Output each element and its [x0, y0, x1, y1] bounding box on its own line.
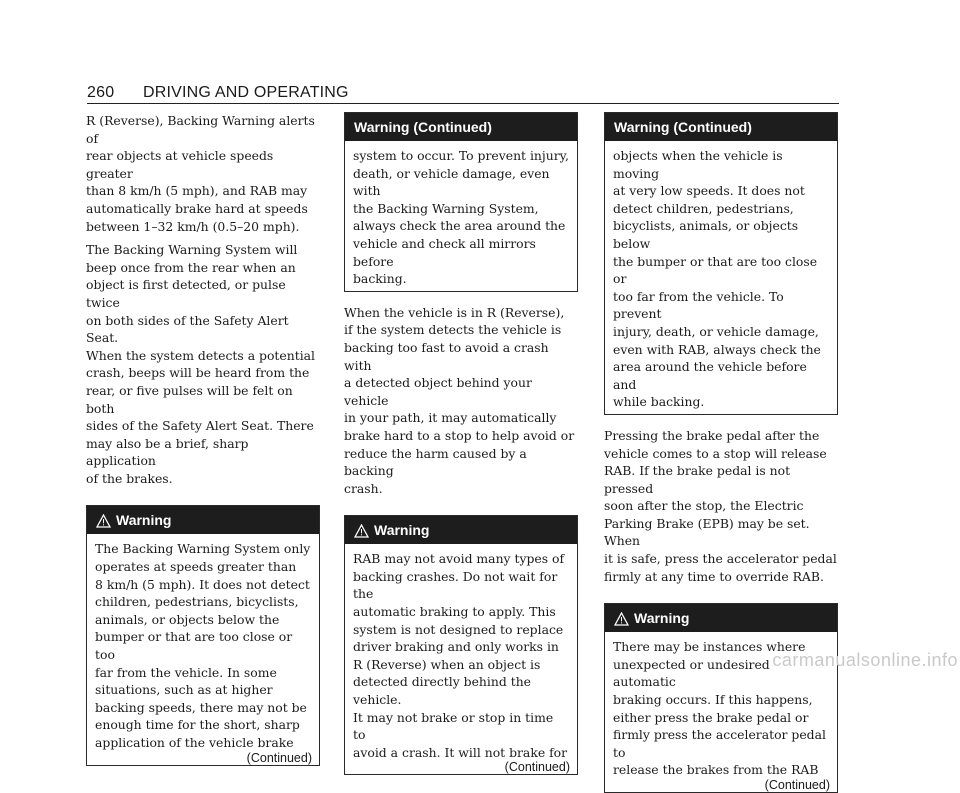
warning-title: Warning	[116, 512, 172, 529]
paragraph: The Backing Warning System will beep once from the rear when an object is first detected, or pulse twice on both sides of the Safety Alert Seat. When the system detects a potential crash, beeps will be heard from the rear, or five pulses will be felt on both sides of the Safety Alert Seat. There may also be a brief, sharp application of the brakes.	[86, 242, 316, 486]
warning-title: Warning	[374, 522, 430, 539]
warning-text: system to occur. To prevent injury, death, or vehicle damage, even with the Backing Warning System, always check the area around the vehicle and check all mirrors before backing.	[353, 148, 569, 287]
warning-triangle-icon	[614, 612, 629, 626]
warning-box	[86, 505, 320, 765]
warning-text: RAB may not avoid many types of backing crashes. Do not wait for the automatic braking to apply. This system is not designed to replace driver braking and only works in R (Reverse) when an object is detected directly behind the vehicle. It may not brake or stop in time to avoid a crash. It will not brake for	[353, 551, 568, 760]
warning-text: The Backing Warning System only operates at speeds greater than 8 km/h (5 mph). It does not detect children, pedestrians, bicyclists, animals, or objects below the bumper or that are too close or too far from the vehicle. In some situations, such as at higher backing speeds, there may not be enough time for the short, sharp application of the vehicle brake	[95, 541, 311, 750]
warning-box	[344, 515, 578, 775]
page-number: 260	[87, 84, 115, 101]
continued-label: (Continued)	[504, 760, 570, 775]
warning-text: There may be instances where unexpected or undesired automatic braking occurs. If this happens, either press the brake pedal or firmly press the accelerator pedal to release the brakes from the RAB	[613, 639, 826, 778]
paragraph: Pressing the brake pedal after the vehicle comes to a stop will release RAB. If the brake pedal is not pressed soon after the stop, the Electric Parking Brake (EPB) may be set. When it is safe, press the accelerator pedal firmly at any time to override RAB.	[604, 427, 837, 584]
section-title: DRIVING AND OPERATING	[143, 84, 349, 101]
warning-header	[605, 604, 837, 632]
warning-box-continued	[604, 112, 838, 415]
warning-title: Warning	[634, 610, 690, 627]
header-rule	[87, 103, 839, 104]
paragraph: R (Reverse), Backing Warning alerts of rear objects at vehicle speeds greater than 8 km/h (5 mph), and RAB may automatically brake hard at speeds between 1–32 km/h (0.5–20 mph).	[86, 113, 315, 234]
warning-box	[604, 603, 838, 793]
continued-label: (Continued)	[246, 750, 312, 765]
warning-header: Warning (Continued)	[605, 113, 837, 141]
warning-header	[87, 506, 319, 534]
warning-text: objects when the vehicle is moving at very low speeds. It does not detect children, pedestrians, bicyclists, animals, or objects below the bumper or that are too close or too far from the vehicle. To prevent injury, death, or vehicle damage, even with RAB, always check the area around the vehicle before and while backing.	[613, 148, 821, 410]
paragraph: When the vehicle is in R (Reverse), if the system detects the vehicle is backing too fast to avoid a crash with a detected object behind your vehicle in your path, it may automatically brake hard to a stop to help avoid or reduce the harm caused by a backing crash.	[344, 304, 575, 496]
warning-header: Warning (Continued)	[345, 113, 577, 141]
warning-box-continued	[344, 112, 578, 292]
column-3	[604, 112, 838, 793]
column-2	[344, 112, 578, 775]
watermark: carmanualsonline.info	[772, 650, 958, 670]
warning-triangle-icon	[96, 514, 111, 528]
continued-label: (Continued)	[764, 778, 830, 792]
warning-header	[345, 516, 577, 544]
warning-triangle-icon	[354, 524, 369, 538]
page-header	[87, 84, 839, 102]
